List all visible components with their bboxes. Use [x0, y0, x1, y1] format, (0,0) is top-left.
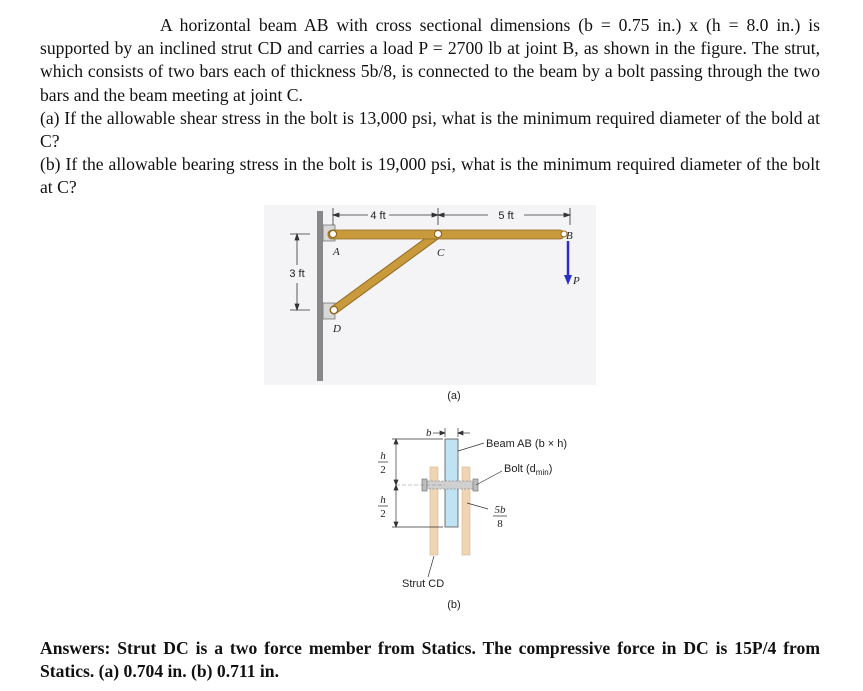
label-b: B	[566, 230, 573, 242]
label-strut: Strut CD	[402, 578, 445, 590]
label-beam: Beam AB (b × h)	[486, 438, 568, 450]
dim-ac: 4 ft	[370, 210, 386, 222]
problem-paragraph: A horizontal beam AB with cross sectional dimensions (b = 0.75 in.) x (h = 8.0 in.) is supported by an inclined strut CD and carries a load P = 2700 lb at joint B, as shown in the figure. The strut, which consists of two bars each of thickness 5b/8, is connected to the beam by a bolt passing through the two bars and the beam meeting at joint C.	[40, 15, 820, 105]
label-c: C	[437, 247, 445, 259]
wall	[317, 211, 323, 381]
problem-statement	[40, 14, 820, 200]
label-h-top: h	[380, 450, 386, 462]
dim-height: 3 ft	[289, 268, 305, 280]
answers: Answers: Strut DC is a two force member from Statics. The compressive force in DC is 15P/4 from Statics. (a) 0.704 in. (b) 0.711 in.	[40, 638, 820, 682]
label-d: D	[333, 323, 341, 335]
label-b-dim: b	[426, 427, 432, 439]
strut-plate-left	[430, 467, 438, 555]
pin-d	[330, 306, 337, 313]
label-p: P	[573, 275, 580, 287]
strut-plate-right	[462, 467, 470, 555]
label-5b: 5b	[494, 504, 506, 516]
label-8: 8	[497, 518, 503, 530]
label-a: A	[333, 246, 340, 258]
caption-a: (a)	[447, 390, 461, 402]
label-2-bottom: 2	[380, 508, 386, 520]
caption-b: (b)	[447, 599, 461, 611]
beam-ab	[328, 230, 564, 239]
pin-a	[329, 230, 336, 237]
beam-figure	[262, 203, 602, 613]
label-2-top: 2	[380, 464, 386, 476]
label-bolt: Bolt $(d_{min})$	[504, 463, 553, 477]
problem-part-b: (b) If the allowable bearing stress in the bolt is 19,000 psi, what is the minimum required diameter of the bolt at C?	[40, 154, 820, 198]
dim-cb: 5 ft	[498, 210, 514, 222]
label-h-bottom: h	[380, 494, 386, 506]
problem-part-a: (a) If the allowable shear stress in the bolt is 13,000 psi, what is the minimum required diameter of the bold at C?	[40, 107, 820, 152]
pin-c	[434, 230, 441, 237]
bolt	[424, 481, 476, 489]
